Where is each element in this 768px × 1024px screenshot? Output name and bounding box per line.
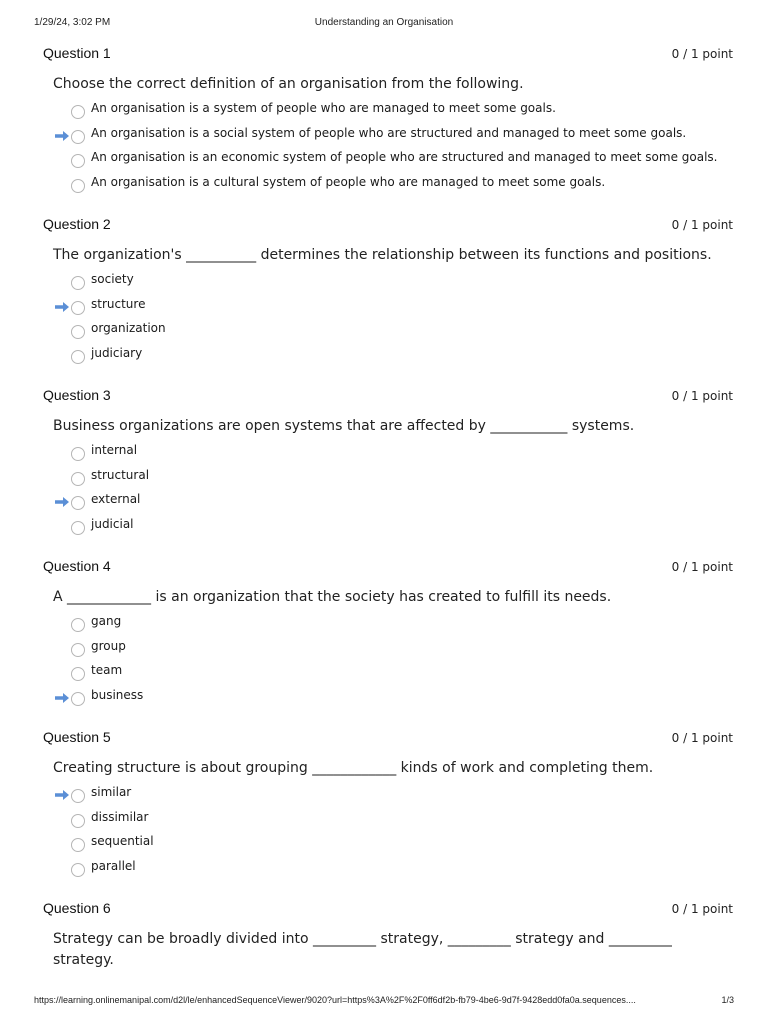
question-text: Creating structure is about grouping ____________ kinds of work and completing them.	[53, 760, 654, 776]
question-header	[43, 216, 733, 236]
answer-option[interactable]	[43, 101, 733, 126]
question-score: 0 / 1 point	[671, 902, 733, 916]
option-label: structure	[91, 296, 146, 311]
radio-button[interactable]	[71, 325, 85, 339]
page-url: https://learning.onlinemanipal.com/d2l/le/enhancedSequenceViewer/9020?url=https%3A%2F%2F0ff6df2b-fb79-4be6-9d7f-9428edd0fa0a.sequences....	[34, 995, 636, 1005]
question-label: Question 2	[43, 216, 111, 232]
answer-option[interactable]	[43, 321, 733, 346]
answer-option[interactable]	[43, 272, 733, 297]
question-block	[43, 216, 733, 370]
question-text: Choose the correct definition of an organisation from the following.	[53, 76, 524, 92]
question-text: The organization's __________ determines the relationship between its functions and positions.	[53, 247, 712, 263]
question-block	[43, 900, 733, 971]
radio-button[interactable]	[71, 863, 85, 877]
correct-answer-arrow-icon	[55, 131, 69, 141]
radio-button[interactable]	[71, 301, 85, 315]
radio-button[interactable]	[71, 643, 85, 657]
radio-button[interactable]	[71, 350, 85, 364]
radio-button[interactable]	[71, 276, 85, 290]
option-label: An organisation is a cultural system of people who are managed to meet some goals.	[91, 174, 606, 189]
page-number: 1/3	[721, 995, 734, 1005]
question-text: A ____________ is an organization that the society has created to fulfill its needs.	[53, 589, 612, 605]
answer-option[interactable]	[43, 126, 733, 151]
question-block	[43, 558, 733, 712]
question-header	[43, 729, 733, 749]
print-footer	[34, 995, 734, 1011]
question-header	[43, 900, 733, 920]
radio-button[interactable]	[71, 789, 85, 803]
option-label: dissimilar	[91, 809, 149, 824]
answer-option[interactable]	[43, 468, 733, 493]
radio-button[interactable]	[71, 814, 85, 828]
question-text: Business organizations are open systems that are affected by ___________ systems.	[53, 418, 635, 434]
question-label: Question 3	[43, 387, 111, 403]
question-score: 0 / 1 point	[671, 731, 733, 745]
document-title: Understanding an Organisation	[314, 17, 454, 28]
radio-button[interactable]	[71, 130, 85, 144]
answer-option[interactable]	[43, 859, 733, 884]
correct-answer-arrow-icon	[55, 693, 69, 703]
radio-button[interactable]	[71, 521, 85, 535]
option-label: similar	[91, 785, 132, 799]
option-label: parallel	[91, 858, 136, 873]
option-list	[43, 614, 733, 712]
answer-option[interactable]	[43, 785, 733, 810]
option-label: team	[91, 663, 123, 677]
option-list	[43, 101, 733, 199]
radio-button[interactable]	[71, 447, 85, 461]
answer-option[interactable]	[43, 663, 733, 688]
answer-option[interactable]	[43, 639, 733, 664]
radio-button[interactable]	[71, 618, 85, 632]
question-score: 0 / 1 point	[671, 389, 733, 403]
question-label: Question 5	[43, 729, 111, 745]
question-score: 0 / 1 point	[671, 218, 733, 232]
option-label: judicial	[91, 516, 134, 531]
radio-button[interactable]	[71, 496, 85, 510]
print-datetime: 1/29/24, 3:02 PM	[34, 17, 111, 28]
answer-option[interactable]	[43, 517, 733, 542]
option-label: group	[91, 638, 126, 653]
answer-option[interactable]	[43, 443, 733, 468]
option-list	[43, 272, 733, 370]
print-header	[34, 17, 734, 33]
question-block	[43, 45, 733, 199]
radio-button[interactable]	[71, 154, 85, 168]
answer-option[interactable]	[43, 346, 733, 371]
option-label: An organisation is an economic system of people who are structured and managed to meet some goals.	[91, 150, 718, 164]
correct-answer-arrow-icon	[55, 302, 69, 312]
option-label: society	[91, 272, 134, 286]
answer-option[interactable]	[43, 614, 733, 639]
answer-option[interactable]	[43, 297, 733, 322]
option-label: structural	[91, 467, 150, 482]
option-label: An organisation is a social system of people who are structured and managed to meet some goals.	[91, 125, 687, 140]
correct-answer-arrow-icon	[55, 497, 69, 507]
option-label: An organisation is a system of people who are managed to meet some goals.	[91, 101, 556, 115]
question-label: Question 1	[43, 45, 111, 61]
answer-option[interactable]	[43, 810, 733, 835]
question-header	[43, 387, 733, 407]
question-block	[43, 387, 733, 541]
question-header	[43, 558, 733, 578]
radio-button[interactable]	[71, 692, 85, 706]
question-label: Question 4	[43, 558, 111, 574]
option-label: internal	[91, 443, 138, 457]
radio-button[interactable]	[71, 179, 85, 193]
question-header	[43, 45, 733, 65]
option-label: external	[91, 492, 141, 506]
option-list	[43, 785, 733, 883]
question-text: Strategy can be broadly divided into _________ strategy, _________ strategy and _________ strategy.	[53, 931, 672, 968]
option-label: judiciary	[91, 345, 143, 360]
correct-answer-arrow-icon	[55, 790, 69, 800]
option-label: sequential	[91, 834, 154, 848]
answer-option[interactable]	[43, 175, 733, 200]
answer-option[interactable]	[43, 688, 733, 713]
radio-button[interactable]	[71, 667, 85, 681]
option-list	[43, 443, 733, 541]
question-score: 0 / 1 point	[671, 47, 733, 61]
option-label: organization	[91, 321, 166, 335]
question-block	[43, 729, 733, 883]
option-label: business	[91, 687, 144, 702]
radio-button[interactable]	[71, 105, 85, 119]
question-label: Question 6	[43, 900, 111, 916]
question-score: 0 / 1 point	[671, 560, 733, 574]
option-label: gang	[91, 614, 122, 628]
radio-button[interactable]	[71, 472, 85, 486]
answer-option[interactable]	[43, 492, 733, 517]
radio-button[interactable]	[71, 838, 85, 852]
answer-option[interactable]	[43, 150, 733, 175]
answer-option[interactable]	[43, 834, 733, 859]
